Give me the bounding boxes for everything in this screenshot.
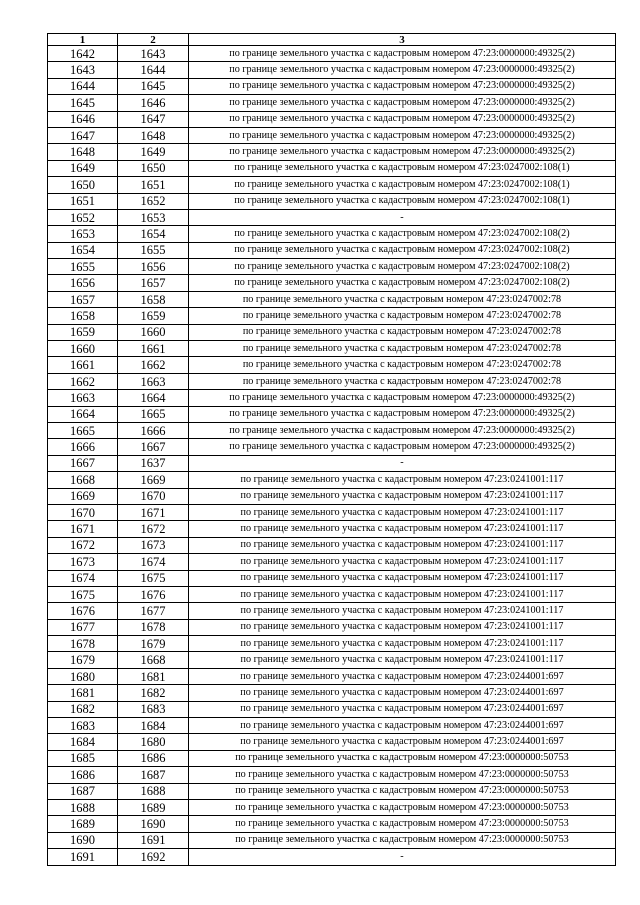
description-cell: по границе земельного участка с кадастровым номером 47:23:0000000:49325(2)	[189, 144, 616, 160]
to-point-cell: 1656	[118, 259, 189, 275]
table-body	[48, 46, 616, 866]
table-row	[48, 652, 616, 668]
table-row	[48, 554, 616, 570]
to-point-cell: 1663	[118, 373, 189, 389]
description-cell: по границе земельного участка с кадастровым номером 47:23:0241001:117	[189, 521, 616, 537]
description-cell: по границе земельного участка с кадастровым номером 47:23:0241001:117	[189, 652, 616, 668]
to-point-cell: 1674	[118, 554, 189, 570]
to-point-cell: 1637	[118, 455, 189, 471]
description-cell: по границе земельного участка с кадастровым номером 47:23:0247002:78	[189, 291, 616, 307]
description-cell: по границе земельного участка с кадастровым номером 47:23:0000000:50753	[189, 816, 616, 832]
from-point-cell: 1661	[48, 357, 118, 373]
from-point-cell: 1654	[48, 242, 118, 258]
from-point-cell: 1671	[48, 521, 118, 537]
from-point-cell: 1646	[48, 111, 118, 127]
from-point-cell: 1669	[48, 488, 118, 504]
table-row	[48, 734, 616, 750]
table-row	[48, 619, 616, 635]
to-point-cell: 1684	[118, 718, 189, 734]
to-point-cell: 1655	[118, 242, 189, 258]
table-row	[48, 849, 616, 865]
table-row	[48, 685, 616, 701]
table-row	[48, 127, 616, 143]
description-cell: по границе земельного участка с кадастровым номером 47:23:0247002:78	[189, 373, 616, 389]
to-point-cell: 1647	[118, 111, 189, 127]
table-row	[48, 586, 616, 602]
from-point-cell: 1652	[48, 209, 118, 225]
description-cell: по границе земельного участка с кадастровым номером 47:23:0000000:49325(2)	[189, 62, 616, 78]
from-point-cell: 1683	[48, 718, 118, 734]
description-cell: по границе земельного участка с кадастровым номером 47:23:0241001:117	[189, 586, 616, 602]
to-point-cell: 1672	[118, 521, 189, 537]
to-point-cell: 1652	[118, 193, 189, 209]
header-col-2: 2	[118, 34, 189, 46]
description-cell: по границе земельного участка с кадастровым номером 47:23:0241001:117	[189, 619, 616, 635]
description-cell: по границе земельного участка с кадастровым номером 47:23:0241001:117	[189, 504, 616, 520]
table-row	[48, 341, 616, 357]
from-point-cell: 1653	[48, 226, 118, 242]
to-point-cell: 1661	[118, 341, 189, 357]
from-point-cell: 1672	[48, 537, 118, 553]
description-cell: по границе земельного участка с кадастровым номером 47:23:0244001:697	[189, 668, 616, 684]
to-point-cell: 1677	[118, 603, 189, 619]
description-cell: по границе земельного участка с кадастровым номером 47:23:0000000:49325(2)	[189, 390, 616, 406]
to-point-cell: 1689	[118, 799, 189, 815]
description-cell: -	[189, 849, 616, 865]
table-row	[48, 783, 616, 799]
table-row	[48, 259, 616, 275]
description-cell: по границе земельного участка с кадастровым номером 47:23:0000000:50753	[189, 832, 616, 848]
from-point-cell: 1657	[48, 291, 118, 307]
from-point-cell: 1674	[48, 570, 118, 586]
to-point-cell: 1651	[118, 177, 189, 193]
description-cell: по границе земельного участка с кадастровым номером 47:23:0000000:49325(2)	[189, 111, 616, 127]
from-point-cell: 1677	[48, 619, 118, 635]
to-point-cell: 1678	[118, 619, 189, 635]
description-cell: по границе земельного участка с кадастровым номером 47:23:0247002:108(2)	[189, 226, 616, 242]
table-row	[48, 95, 616, 111]
from-point-cell: 1667	[48, 455, 118, 471]
description-cell: по границе земельного участка с кадастровым номером 47:23:0247002:108(1)	[189, 193, 616, 209]
from-point-cell: 1688	[48, 799, 118, 815]
to-point-cell: 1675	[118, 570, 189, 586]
to-point-cell: 1654	[118, 226, 189, 242]
header-col-3: 3	[189, 34, 616, 46]
from-point-cell: 1675	[48, 586, 118, 602]
description-cell: по границе земельного участка с кадастровым номером 47:23:0000000:50753	[189, 767, 616, 783]
from-point-cell: 1659	[48, 324, 118, 340]
table-row	[48, 226, 616, 242]
description-cell: по границе земельного участка с кадастровым номером 47:23:0241001:117	[189, 537, 616, 553]
description-cell: по границе земельного участка с кадастровым номером 47:23:0241001:117	[189, 554, 616, 570]
to-point-cell: 1644	[118, 62, 189, 78]
table-row	[48, 767, 616, 783]
to-point-cell: 1650	[118, 160, 189, 176]
table-row	[48, 718, 616, 734]
to-point-cell: 1667	[118, 439, 189, 455]
table-row	[48, 62, 616, 78]
description-cell: по границе земельного участка с кадастровым номером 47:23:0000000:49325(2)	[189, 46, 616, 62]
from-point-cell: 1684	[48, 734, 118, 750]
from-point-cell: 1690	[48, 832, 118, 848]
table-row	[48, 832, 616, 848]
table-row	[48, 78, 616, 94]
from-point-cell: 1668	[48, 472, 118, 488]
to-point-cell: 1682	[118, 685, 189, 701]
from-point-cell: 1648	[48, 144, 118, 160]
from-point-cell: 1666	[48, 439, 118, 455]
to-point-cell: 1645	[118, 78, 189, 94]
table-row	[48, 570, 616, 586]
to-point-cell: 1679	[118, 636, 189, 652]
to-point-cell: 1659	[118, 308, 189, 324]
description-cell: по границе земельного участка с кадастровым номером 47:23:0244001:697	[189, 701, 616, 717]
table-row	[48, 439, 616, 455]
from-point-cell: 1655	[48, 259, 118, 275]
table-row	[48, 472, 616, 488]
to-point-cell: 1680	[118, 734, 189, 750]
to-point-cell: 1666	[118, 422, 189, 438]
table-row	[48, 750, 616, 766]
to-point-cell: 1676	[118, 586, 189, 602]
table-row	[48, 275, 616, 291]
from-point-cell: 1665	[48, 422, 118, 438]
table-row	[48, 308, 616, 324]
table-row	[48, 193, 616, 209]
table-row	[48, 111, 616, 127]
from-point-cell: 1649	[48, 160, 118, 176]
to-point-cell: 1643	[118, 46, 189, 62]
from-point-cell: 1645	[48, 95, 118, 111]
description-cell: по границе земельного участка с кадастровым номером 47:23:0000000:49325(2)	[189, 406, 616, 422]
description-cell: по границе земельного участка с кадастровым номером 47:23:0000000:49325(2)	[189, 439, 616, 455]
table-header	[48, 34, 616, 46]
from-point-cell: 1687	[48, 783, 118, 799]
description-cell: по границе земельного участка с кадастровым номером 47:23:0247002:108(2)	[189, 275, 616, 291]
table-row	[48, 324, 616, 340]
table-row	[48, 816, 616, 832]
table-row	[48, 46, 616, 62]
to-point-cell: 1665	[118, 406, 189, 422]
to-point-cell: 1673	[118, 537, 189, 553]
table-row	[48, 291, 616, 307]
description-cell: -	[189, 209, 616, 225]
description-cell: по границе земельного участка с кадастровым номером 47:23:0241001:117	[189, 636, 616, 652]
description-cell: по границе земельного участка с кадастровым номером 47:23:0247002:78	[189, 324, 616, 340]
table-row	[48, 406, 616, 422]
description-cell: по границе земельного участка с кадастровым номером 47:23:0000000:50753	[189, 750, 616, 766]
to-point-cell: 1683	[118, 701, 189, 717]
to-point-cell: 1681	[118, 668, 189, 684]
table-row	[48, 504, 616, 520]
from-point-cell: 1681	[48, 685, 118, 701]
from-point-cell: 1664	[48, 406, 118, 422]
from-point-cell: 1678	[48, 636, 118, 652]
description-cell: по границе земельного участка с кадастровым номером 47:23:0241001:117	[189, 488, 616, 504]
table-row	[48, 160, 616, 176]
description-cell: по границе земельного участка с кадастровым номером 47:23:0247002:108(1)	[189, 177, 616, 193]
from-point-cell: 1651	[48, 193, 118, 209]
from-point-cell: 1662	[48, 373, 118, 389]
description-cell: по границе земельного участка с кадастровым номером 47:23:0000000:49325(2)	[189, 78, 616, 94]
description-cell: по границе земельного участка с кадастровым номером 47:23:0241001:117	[189, 603, 616, 619]
from-point-cell: 1686	[48, 767, 118, 783]
header-col-1: 1	[48, 34, 118, 46]
to-point-cell: 1658	[118, 291, 189, 307]
boundary-points-table	[47, 33, 616, 866]
to-point-cell: 1692	[118, 849, 189, 865]
to-point-cell: 1648	[118, 127, 189, 143]
description-cell: по границе земельного участка с кадастровым номером 47:23:0244001:697	[189, 718, 616, 734]
table-row	[48, 357, 616, 373]
table-row	[48, 177, 616, 193]
description-cell: по границе земельного участка с кадастровым номером 47:23:0000000:49325(2)	[189, 95, 616, 111]
from-point-cell: 1682	[48, 701, 118, 717]
from-point-cell: 1658	[48, 308, 118, 324]
description-cell: по границе земельного участка с кадастровым номером 47:23:0000000:49325(2)	[189, 127, 616, 143]
from-point-cell: 1647	[48, 127, 118, 143]
description-cell: по границе земельного участка с кадастровым номером 47:23:0247002:78	[189, 308, 616, 324]
to-point-cell: 1691	[118, 832, 189, 848]
from-point-cell: 1670	[48, 504, 118, 520]
table-row	[48, 422, 616, 438]
table-row	[48, 144, 616, 160]
description-cell: по границе земельного участка с кадастровым номером 47:23:0000000:50753	[189, 783, 616, 799]
table-row	[48, 455, 616, 471]
to-point-cell: 1646	[118, 95, 189, 111]
description-cell: по границе земельного участка с кадастровым номером 47:23:0000000:50753	[189, 799, 616, 815]
from-point-cell: 1673	[48, 554, 118, 570]
from-point-cell: 1691	[48, 849, 118, 865]
from-point-cell: 1679	[48, 652, 118, 668]
to-point-cell: 1669	[118, 472, 189, 488]
from-point-cell: 1660	[48, 341, 118, 357]
description-cell: по границе земельного участка с кадастровым номером 47:23:0241001:117	[189, 570, 616, 586]
table-row	[48, 521, 616, 537]
to-point-cell: 1662	[118, 357, 189, 373]
table-row	[48, 390, 616, 406]
to-point-cell: 1686	[118, 750, 189, 766]
header-row	[48, 34, 616, 46]
to-point-cell: 1690	[118, 816, 189, 832]
from-point-cell: 1685	[48, 750, 118, 766]
description-cell: по границе земельного участка с кадастровым номером 47:23:0247002:108(1)	[189, 160, 616, 176]
to-point-cell: 1688	[118, 783, 189, 799]
from-point-cell: 1642	[48, 46, 118, 62]
from-point-cell: 1689	[48, 816, 118, 832]
to-point-cell: 1687	[118, 767, 189, 783]
to-point-cell: 1660	[118, 324, 189, 340]
table-row	[48, 668, 616, 684]
from-point-cell: 1643	[48, 62, 118, 78]
table-row	[48, 603, 616, 619]
table-row	[48, 701, 616, 717]
to-point-cell: 1668	[118, 652, 189, 668]
description-cell: -	[189, 455, 616, 471]
table-row	[48, 636, 616, 652]
table-row	[48, 799, 616, 815]
to-point-cell: 1670	[118, 488, 189, 504]
from-point-cell: 1676	[48, 603, 118, 619]
description-cell: по границе земельного участка с кадастровым номером 47:23:0000000:49325(2)	[189, 422, 616, 438]
description-cell: по границе земельного участка с кадастровым номером 47:23:0244001:697	[189, 734, 616, 750]
description-cell: по границе земельного участка с кадастровым номером 47:23:0244001:697	[189, 685, 616, 701]
from-point-cell: 1644	[48, 78, 118, 94]
to-point-cell: 1664	[118, 390, 189, 406]
table-row	[48, 373, 616, 389]
from-point-cell: 1656	[48, 275, 118, 291]
table-row	[48, 209, 616, 225]
from-point-cell: 1680	[48, 668, 118, 684]
table-row	[48, 537, 616, 553]
to-point-cell: 1671	[118, 504, 189, 520]
table-row	[48, 488, 616, 504]
from-point-cell: 1663	[48, 390, 118, 406]
description-cell: по границе земельного участка с кадастровым номером 47:23:0247002:108(2)	[189, 242, 616, 258]
description-cell: по границе земельного участка с кадастровым номером 47:23:0247002:78	[189, 341, 616, 357]
to-point-cell: 1657	[118, 275, 189, 291]
description-cell: по границе земельного участка с кадастровым номером 47:23:0247002:78	[189, 357, 616, 373]
description-cell: по границе земельного участка с кадастровым номером 47:23:0241001:117	[189, 472, 616, 488]
description-cell: по границе земельного участка с кадастровым номером 47:23:0247002:108(2)	[189, 259, 616, 275]
to-point-cell: 1649	[118, 144, 189, 160]
from-point-cell: 1650	[48, 177, 118, 193]
to-point-cell: 1653	[118, 209, 189, 225]
table-row	[48, 242, 616, 258]
